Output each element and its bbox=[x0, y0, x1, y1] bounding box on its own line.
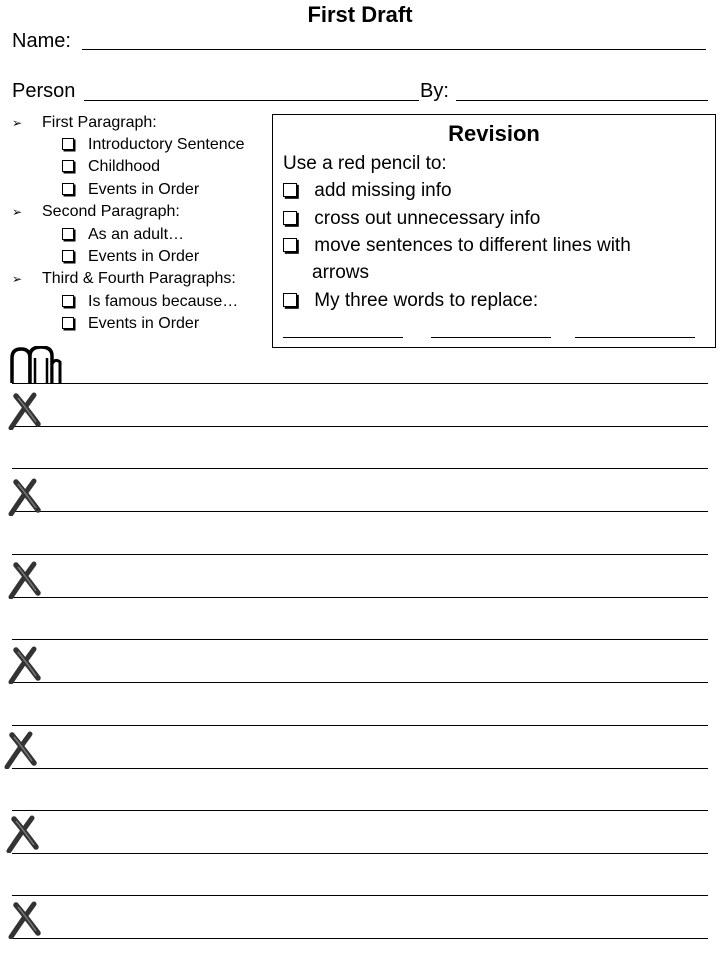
arrow-bullet-icon: ➢ bbox=[12, 272, 23, 286]
writing-line[interactable] bbox=[12, 725, 708, 726]
checkbox-icon[interactable] bbox=[62, 250, 74, 262]
x-mark-icon bbox=[6, 815, 40, 853]
checkbox-icon[interactable] bbox=[283, 293, 297, 307]
checkbox-icon[interactable] bbox=[62, 160, 74, 172]
x-mark-icon bbox=[8, 561, 42, 599]
x-mark-icon bbox=[8, 646, 42, 684]
by-line[interactable] bbox=[456, 100, 708, 101]
revision-item-label: My three words to replace: bbox=[314, 290, 539, 311]
outline-check-item bbox=[62, 157, 160, 177]
replace-word-blank-1[interactable] bbox=[283, 337, 403, 338]
outline-check-item bbox=[62, 180, 199, 200]
writing-line[interactable] bbox=[12, 426, 708, 427]
x-mark-icon bbox=[4, 731, 38, 769]
arrow-bullet-icon: ➢ bbox=[12, 205, 23, 219]
writing-line[interactable] bbox=[12, 554, 708, 555]
writing-line[interactable] bbox=[12, 895, 708, 896]
outline-check-label: Introductory Sentence bbox=[88, 136, 245, 153]
revision-item bbox=[283, 177, 452, 204]
revision-title: Revision bbox=[448, 121, 540, 146]
revision-item bbox=[283, 287, 538, 314]
writing-line[interactable] bbox=[12, 768, 708, 769]
writing-line[interactable] bbox=[12, 468, 708, 469]
outline-heading-label: Third & Fourth Paragraphs: bbox=[42, 270, 236, 287]
replace-word-blank-2[interactable] bbox=[431, 337, 551, 338]
checkbox-icon[interactable] bbox=[283, 238, 297, 252]
outline-heading bbox=[12, 269, 236, 289]
writing-line[interactable] bbox=[12, 938, 708, 939]
revision-box bbox=[272, 114, 716, 348]
checkbox-icon[interactable] bbox=[62, 317, 74, 329]
name-label: Name: bbox=[12, 30, 71, 52]
x-mark-icon bbox=[8, 478, 42, 516]
outline-check-label: As an adult… bbox=[88, 226, 185, 243]
outline-heading bbox=[12, 113, 157, 133]
person-label: Person bbox=[12, 80, 76, 102]
outline-heading-label: First Paragraph: bbox=[42, 114, 157, 131]
revision-intro: Use a red pencil to: bbox=[283, 153, 447, 174]
outline-check-item bbox=[62, 292, 238, 312]
outline-check-item bbox=[62, 135, 245, 155]
writing-line[interactable] bbox=[12, 853, 708, 854]
checkbox-icon[interactable] bbox=[62, 295, 74, 307]
page-title: First Draft bbox=[307, 2, 413, 27]
writing-line[interactable] bbox=[12, 682, 708, 683]
writing-line[interactable] bbox=[12, 511, 708, 512]
outline-heading bbox=[12, 202, 180, 222]
revision-item bbox=[283, 232, 631, 259]
writing-line[interactable] bbox=[12, 810, 708, 811]
revision-item bbox=[283, 205, 540, 232]
writing-line[interactable] bbox=[12, 597, 708, 598]
writing-line[interactable] bbox=[12, 383, 708, 384]
x-mark-icon bbox=[8, 901, 42, 939]
checkbox-icon[interactable] bbox=[62, 228, 74, 240]
outline-heading-label: Second Paragraph: bbox=[42, 203, 180, 220]
outline-check-label: Childhood bbox=[88, 158, 161, 175]
revision-item-label: cross out unnecessary info bbox=[314, 208, 541, 229]
checkbox-icon[interactable] bbox=[62, 183, 74, 195]
x-mark-icon bbox=[8, 392, 42, 430]
writing-line[interactable] bbox=[12, 639, 708, 640]
revision-item-label: add missing info bbox=[314, 180, 452, 201]
outline-check-label: Events in Order bbox=[88, 315, 200, 332]
outline-check-label: Is famous because… bbox=[88, 293, 239, 310]
outline-check-item bbox=[62, 314, 199, 334]
revision-item-continuation: arrows bbox=[312, 262, 370, 283]
replace-word-blank-3[interactable] bbox=[575, 337, 695, 338]
arrow-bullet-icon: ➢ bbox=[12, 116, 23, 130]
outline-check-label: Events in Order bbox=[88, 248, 200, 265]
checkbox-icon[interactable] bbox=[283, 211, 297, 225]
outline-check-item bbox=[62, 247, 199, 267]
by-label: By: bbox=[420, 80, 449, 102]
outline-check-label: Events in Order bbox=[88, 181, 200, 198]
checkbox-icon[interactable] bbox=[62, 138, 74, 150]
person-line[interactable] bbox=[84, 100, 419, 101]
outline-check-item bbox=[62, 225, 184, 245]
checkbox-icon[interactable] bbox=[283, 183, 297, 197]
two-fingers-icon bbox=[8, 346, 62, 384]
name-line[interactable] bbox=[82, 49, 706, 50]
revision-item-label: move sentences to different lines with bbox=[314, 235, 631, 256]
